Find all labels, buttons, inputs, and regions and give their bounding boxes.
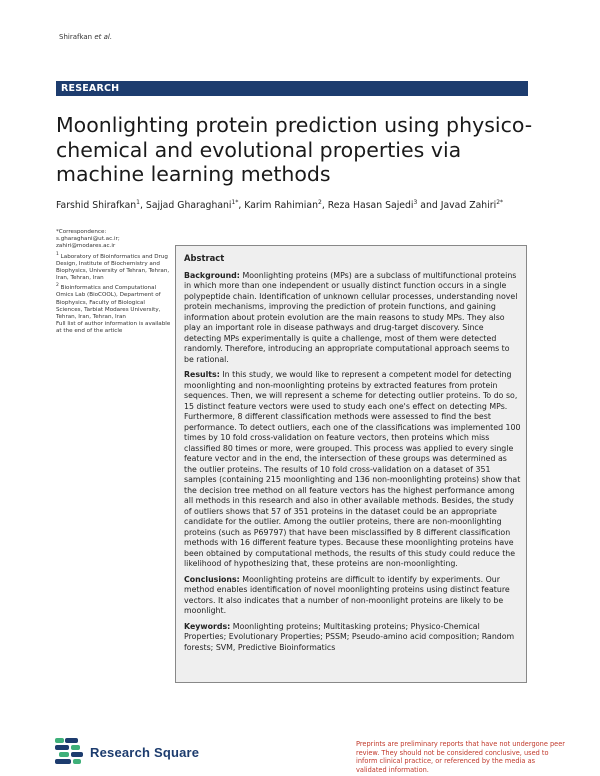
correspondence-email: zahiri@modares.ac.ir: [56, 243, 116, 250]
conclusions-label: Conclusions:: [184, 574, 240, 584]
research-square-logo-icon: [53, 736, 85, 766]
author-name: Karim Rahimian: [244, 200, 318, 212]
background-label: Background:: [184, 270, 240, 280]
results-label: Results:: [184, 370, 220, 379]
author-sup: 1: [136, 199, 140, 206]
author-sup: 3: [413, 199, 418, 206]
running-head-etal: et al.: [94, 33, 113, 41]
keywords-text: Moonlighting proteins; Multitasking proteins; Physico-Chemical Properties; Evolutionary Properties; PSSM; Pseudo-amino acid composition; Random forests; SVM, Predictive Bioinformatics: [184, 621, 515, 652]
author-name: Reza Hasan Sajedi: [327, 200, 414, 212]
abstract-heading: Abstract: [184, 253, 225, 263]
paper-title: Moonlighting protein prediction using physico-chemical and evolutional properties via machine learning methods: [56, 113, 533, 186]
keywords-label: Keywords:: [184, 621, 231, 631]
conclusions-text: Moonlighting proteins are difficult to identify by experiments. Our method enables identification of novel moonlighting proteins using distinct feature vectors. It also indicates that a number of non-moonlight proteins are likely to be moonlight.: [184, 574, 510, 615]
affiliation-1: $^1$ Laboratory of Bioinformatics and Drug Design, Institute of Biochemistry and Biophysics, University of Tehran, Tehran, Iran, Tehran, Iran: [56, 251, 170, 282]
affiliation-1-text: Laboratory of Bioinformatics and Drug Design, Institute of Biochemistry and Biophysics, University of Tehran, Tehran, Iran, Tehran, Iran: [56, 253, 170, 282]
affiliation-2: $^2$ Bioinformatics and Computational Omics Lab (BioCOOL), Department of Biophysics, Faculty of Biological Sciences, Tarbiat Modares University, Tehran, Iran, Tehran, Iran: [56, 283, 161, 320]
background-text: Moonlighting proteins (MPs) are a subclass of multifunctional proteins in which more than one independent or usually distinct function occurs in a single polypeptide chain. Identification of unknown cellular processes, understanding novel protein mechanisms, improving the prediction of protein functions, and gaining information about protein evolution are the main reasons to study MPs. They also play an important role in disease pathways and drug-target discovery. Since detecting MPs experimentally is quite a challenge, most of them were detected randomly. Therefore, introducing an appropriate computational approach seems to be rational.: [184, 270, 518, 364]
author-name: Javad Zahiri: [440, 200, 497, 212]
abstract-background: [184, 271, 521, 366]
correspondence-label: *Correspondence:: [56, 229, 107, 235]
running-head-author: Shirafkan: [59, 33, 93, 41]
author-name: Sajjad Gharaghani: [145, 200, 232, 212]
running-head: [59, 33, 112, 41]
correspondence-email: s.gharaghani@ut.ac.ir;: [56, 236, 120, 243]
research-square-logo[interactable]: [53, 736, 213, 766]
author-list: Farshid Shirafkan$^1$, Sajjad Gharaghani$^{1*}$, Karim Rahimian$^2$, Reza Hasan Sajedi$^3$ and Javad Zahiri$^{2*}$: [56, 199, 504, 212]
full-author-info-note: Full list of author information is available at the end of the article: [56, 321, 171, 335]
author-sup: 1*: [231, 199, 239, 206]
author-sup: 2*: [496, 199, 504, 206]
abstract-conclusions: [184, 575, 521, 617]
section-bar: [56, 81, 528, 96]
author-sup: 2: [317, 199, 322, 206]
abstract-box: [175, 245, 527, 683]
results-text: In this study, we would like to represent a competent model for detecting moonlighting and non-moonlighting proteins by extracted features from protein sequences. Then, we will represent a scheme for detecting outlier proteins. To do so, 15 distinct feature vectors were used to study each one's effect on detecting MPs. Furthermore, 8 different classification methods were assessed to find the best performance. To detect outliers, each one of the classifications was implemented 100 times by 10 fold cross-validation on feature vectors, then proteins which miss classified 80 times or more, were grouped. This process was applied to every single feature vector and in the end, the intersection of these groups was determined as the outlier proteins. The results of 10 fold cross-validation on a dataset of 351 samples (containing 215 moonlighting and 136 non-moonlighting proteins) show that the decision tree method on all feature vectors has the highest performance among all methods in this research and also in other available methods. Besides, the study of outliers shows that 57 of 351 proteins in the dataset could be an appropriate candidate for the outlier. Among the outlier proteins, there are non-moonlighting proteins (such as P69797) that have been misclassified by 8 different classification methods with 16 different feature types. Because these moonlighting proteins have been obtained by computational methods, the results of this study could reduce the likelihood of hypothesizing that, these proteins are non-moonlighting.: [184, 370, 521, 568]
abstract-keywords: [184, 622, 521, 654]
preprint-disclaimer: Preprints are preliminary reports that have not undergone peer review. They should not be considered conclusive, used to inform clinical practice, or referenced by the media as validated information.: [356, 740, 566, 774]
author-name: Farshid Shirafkan: [56, 200, 137, 212]
section-label: RESEARCH: [61, 83, 120, 94]
affiliation-sidebar: [56, 229, 171, 336]
affiliation-2-text: Bioinformatics and Computational Omics Lab (BioCOOL), Department of Biophysics, Faculty of Biological Sciences, Tarbiat Modares University, Tehran, Iran, Tehran, Iran: [56, 285, 161, 320]
abstract-results: [184, 370, 521, 570]
logo-text: Research Square: [90, 745, 200, 760]
